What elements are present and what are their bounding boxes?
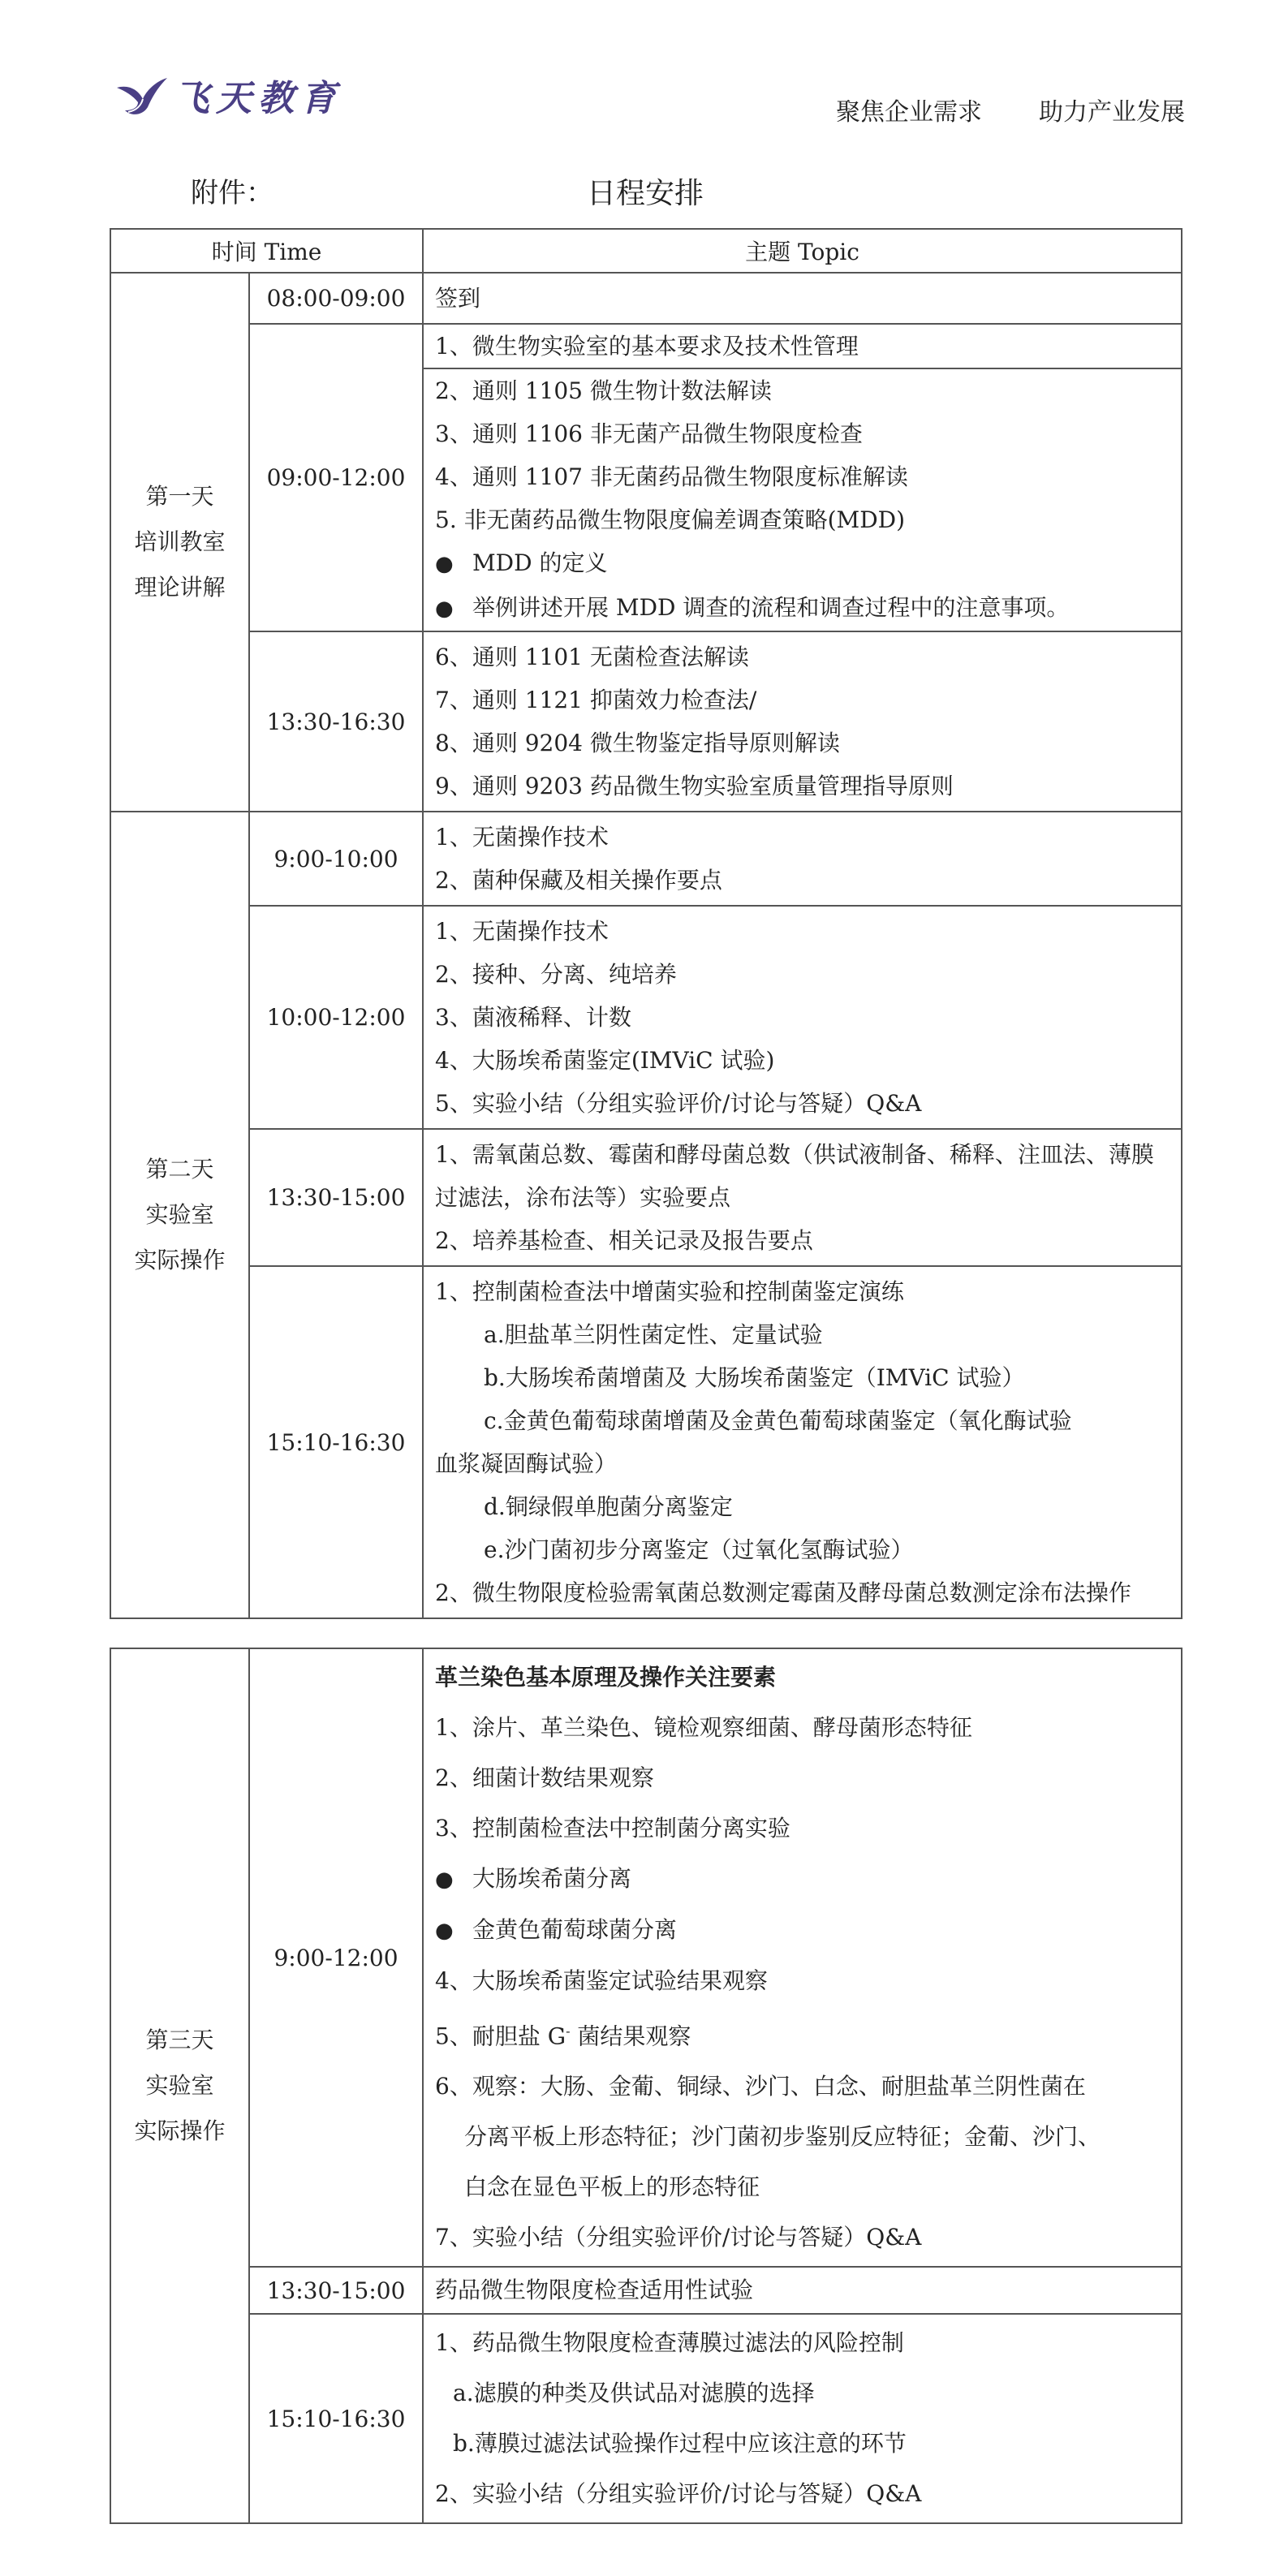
header-time: 时间 Time bbox=[110, 229, 423, 273]
slogan-left: 聚焦企业需求 bbox=[836, 98, 982, 127]
table-row bbox=[110, 1266, 1182, 1618]
schedule-table bbox=[110, 228, 1182, 1619]
time-cell: 13:30-15:00 bbox=[249, 1129, 423, 1266]
topic-subrow bbox=[424, 369, 1181, 631]
topic-line: 6、通则 1101 无菌检查法解读 bbox=[435, 644, 749, 670]
table-row bbox=[110, 906, 1182, 1129]
slogan-right: 助力产业发展 bbox=[1039, 98, 1185, 127]
topic-cell bbox=[423, 2267, 1182, 2314]
table-row bbox=[110, 2267, 1182, 2314]
topic-line bbox=[435, 2006, 1171, 2061]
table-row bbox=[110, 324, 1182, 631]
bullet-text: 金黄色葡萄球菌分离 bbox=[472, 1916, 678, 1943]
day1-label bbox=[110, 273, 249, 812]
day-label-line: 第二天 bbox=[145, 1156, 214, 1182]
topic-line: 3、通则 1106 非无菌产品微生物限度检查 bbox=[435, 420, 863, 447]
topic-line: 签到 bbox=[435, 285, 481, 312]
topic-line: 2、接种、分离、纯培养 bbox=[435, 961, 677, 988]
topic-line: 5. 非无菌药品微生物限度偏差调查策略(MDD) bbox=[435, 506, 906, 533]
time-cell: 09:00-12:00 bbox=[249, 324, 423, 631]
table-row bbox=[110, 2314, 1182, 2523]
topic-line: 9、通则 9203 药品微生物实验室质量管理指导原则 bbox=[435, 773, 954, 799]
topic-line: 1、控制菌检查法中增菌实验和控制菌鉴定演练 bbox=[435, 1278, 904, 1305]
topic-line: 7、通则 1121 抑菌效力检查法/ bbox=[435, 687, 757, 713]
bullet-item bbox=[435, 1905, 1171, 1956]
logo bbox=[114, 69, 342, 121]
topic-cell bbox=[423, 273, 1182, 324]
topic-line: 4、大肠埃希菌鉴定试验结果观察 bbox=[435, 1967, 768, 1994]
topic-line: 1、无菌操作技术 bbox=[435, 918, 609, 945]
topic-text: 5、耐胆盐 G bbox=[435, 2022, 566, 2050]
topic-subrow bbox=[424, 325, 1181, 369]
topic-line: d.铜绿假单胞菌分离鉴定 bbox=[484, 1493, 733, 1520]
topic-text: 菌结果观察 bbox=[570, 2022, 691, 2050]
bullet-icon: ● bbox=[435, 552, 454, 576]
topic-line: 分离平板上形态特征；沙门菌初步鉴别反应特征；金葡、沙门、 bbox=[464, 2123, 1101, 2151]
title-row bbox=[110, 170, 1181, 211]
bullet-text: 大肠埃希菌分离 bbox=[472, 1865, 632, 1892]
topic-cell bbox=[423, 1648, 1182, 2267]
topic-line: c.金黄色葡萄球菌增菌及金黄色葡萄球菌鉴定（氧化酶试验 bbox=[484, 1407, 1072, 1434]
topic-cell bbox=[423, 1266, 1182, 1618]
header-topic: 主题 Topic bbox=[423, 229, 1182, 273]
schedule-table-day3 bbox=[110, 1648, 1182, 2524]
topic-line: b.薄膜过滤法试验操作过程中应该注意的环节 bbox=[453, 2430, 907, 2458]
time-cell: 13:30-16:30 bbox=[249, 631, 423, 812]
topic-line: 1、涂片、革兰染色、镜检观察细菌、酵母菌形态特征 bbox=[435, 1714, 972, 1741]
topic-line: 6、观察：大肠、金葡、铜绿、沙门、白念、耐胆盐革兰阴性菌在 bbox=[435, 2073, 1086, 2100]
topic-line: b.大肠埃希菌增菌及 大肠埃希菌鉴定（IMViC 试验） bbox=[484, 1364, 1025, 1391]
table-row bbox=[110, 273, 1182, 324]
topic-line: 3、菌液稀释、计数 bbox=[435, 1004, 631, 1031]
topic-line: 白念在显色平板上的形态特征 bbox=[464, 2173, 760, 2201]
topic-line: 4、大肠埃希菌鉴定(IMViC 试验) bbox=[435, 1047, 775, 1074]
day-label-line: 理论讲解 bbox=[134, 574, 226, 601]
topic-line: 7、实验小结（分组实验评价/讨论与答疑）Q&A bbox=[435, 2224, 922, 2251]
table-row bbox=[110, 1129, 1182, 1266]
topic-line: 4、通则 1107 非无菌药品微生物限度标准解读 bbox=[435, 463, 908, 490]
topic-line: 2、培养基检查、相关记录及报告要点 bbox=[435, 1227, 813, 1254]
logo-text: 飞天教育 bbox=[174, 78, 342, 119]
bullet-item bbox=[435, 586, 1171, 631]
table-row bbox=[110, 631, 1182, 812]
day2-label bbox=[110, 812, 249, 1618]
time-cell: 15:10-16:30 bbox=[249, 2314, 423, 2523]
time-cell: 08:00-09:00 bbox=[249, 273, 423, 324]
day-label-line: 第三天 bbox=[145, 2027, 214, 2054]
topic-line: 2、通则 1105 微生物计数法解读 bbox=[435, 377, 772, 404]
topic-cell bbox=[423, 2314, 1182, 2523]
topic-cell bbox=[423, 631, 1182, 812]
bullet-icon: ● bbox=[435, 1867, 454, 1892]
bird-logo-icon bbox=[114, 70, 170, 120]
time-cell: 13:30-15:00 bbox=[249, 2267, 423, 2314]
topic-line: 2、细菌计数结果观察 bbox=[435, 1764, 654, 1791]
topic-line: 1、需氧菌总数、霉菌和酵母菌总数（供试液制备、稀释、注皿法、薄膜过滤法，涂布法等）实验要点 bbox=[435, 1141, 1154, 1211]
day-label-line: 第一天 bbox=[145, 483, 214, 510]
page-header bbox=[106, 69, 1185, 142]
topic-heading: 革兰染色基本原理及操作关注要素 bbox=[435, 1664, 777, 1691]
bullet-text: MDD 的定义 bbox=[472, 549, 608, 576]
topic-line: 2、微生物限度检验需氧菌总数测定霉菌及酵母菌总数测定涂布法操作 bbox=[435, 1579, 1131, 1606]
bullet-item bbox=[435, 541, 1171, 586]
topic-line: 药品微生物限度检查适用性试验 bbox=[435, 2277, 754, 2304]
day-label-line: 实验室 bbox=[145, 2072, 214, 2100]
topic-cell bbox=[423, 1129, 1182, 1266]
bullet-icon: ● bbox=[435, 597, 454, 621]
day-label-line: 实际操作 bbox=[134, 1247, 226, 1273]
topic-line: e.沙门菌初步分离鉴定（过氧化氢酶试验） bbox=[484, 1536, 914, 1563]
topic-line: 1、药品微生物限度检查薄膜过滤法的风险控制 bbox=[435, 2329, 904, 2357]
time-cell: 10:00-12:00 bbox=[249, 906, 423, 1129]
day-label-line: 培训教室 bbox=[134, 528, 226, 555]
topic-line: a.滤膜的种类及供试品对滤膜的选择 bbox=[453, 2380, 815, 2407]
table-row bbox=[110, 1648, 1182, 2267]
page-title: 日程安排 bbox=[586, 177, 704, 210]
bullet-item bbox=[435, 1854, 1171, 1905]
table-row bbox=[110, 812, 1182, 906]
time-cell: 9:00-12:00 bbox=[249, 1648, 423, 2267]
day3-label bbox=[110, 1648, 249, 2523]
topic-line: 2、实验小结（分组实验评价/讨论与答疑）Q&A bbox=[435, 2480, 922, 2508]
topic-line: 1、微生物实验室的基本要求及技术性管理 bbox=[435, 333, 859, 360]
table-header-row bbox=[110, 229, 1182, 273]
attachment-label: 附件： bbox=[191, 177, 274, 209]
topic-line: 3、控制菌检查法中控制菌分离实验 bbox=[435, 1815, 790, 1842]
topic-line: 5、实验小结（分组实验评价/讨论与答疑）Q&A bbox=[435, 1090, 922, 1117]
superscript: - bbox=[566, 2023, 571, 2039]
day-label-line: 实际操作 bbox=[134, 2117, 226, 2145]
day-label-line: 实验室 bbox=[145, 1201, 214, 1228]
slogans bbox=[836, 92, 1185, 127]
bullet-icon: ● bbox=[435, 1919, 454, 1943]
topic-cell bbox=[423, 324, 1182, 631]
time-cell: 9:00-10:00 bbox=[249, 812, 423, 906]
bullet-text: 举例讲述开展 MDD 调查的流程和调查过程中的注意事项。 bbox=[472, 594, 1070, 621]
topic-line: a.胆盐革兰阴性菌定性、定量试验 bbox=[484, 1321, 823, 1348]
topic-line: 血浆凝固酶试验） bbox=[435, 1450, 618, 1477]
time-cell: 15:10-16:30 bbox=[249, 1266, 423, 1618]
topic-line: 2、菌种保藏及相关操作要点 bbox=[435, 867, 722, 894]
topic-line: 1、无菌操作技术 bbox=[435, 824, 609, 851]
topic-cell bbox=[423, 812, 1182, 906]
topic-cell bbox=[423, 906, 1182, 1129]
topic-line: 8、通则 9204 微生物鉴定指导原则解读 bbox=[435, 730, 840, 756]
